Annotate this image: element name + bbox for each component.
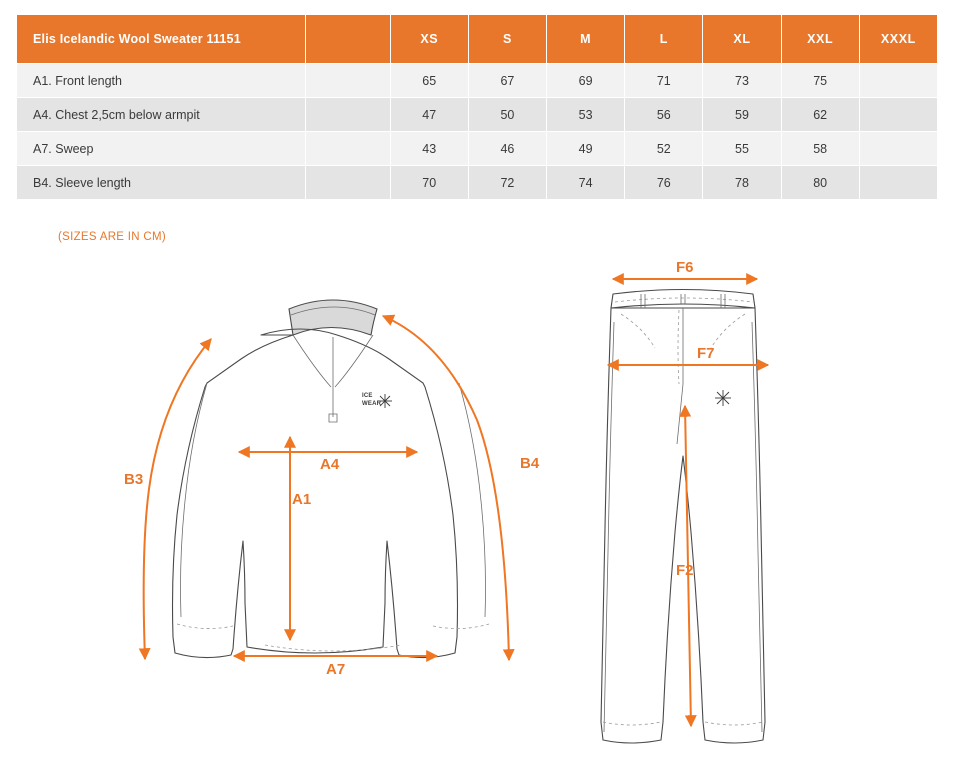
cell-value: 62 [781,98,859,132]
column-header-xxxl: XXXL [859,15,937,64]
size-table-header [17,15,938,64]
cell-value: 56 [625,98,703,132]
brand-logo-line1: ICE [362,393,373,399]
snowflake-icon [378,394,392,408]
table-row [17,132,938,166]
table-row [17,64,938,98]
cell-value: 52 [625,132,703,166]
cell-value: 43 [390,132,468,166]
cell-value: 69 [547,64,625,98]
cell-value: 73 [703,64,781,98]
column-header-l: L [625,15,703,64]
measure-label-f2: F2 [676,562,694,579]
cell-value [859,64,937,98]
cell-value: 71 [625,64,703,98]
spacer-cell [306,64,390,98]
product-title-cell: Elis Icelandic Wool Sweater 11151 [17,15,306,64]
column-header-s: S [468,15,546,64]
cell-value: 70 [390,166,468,200]
measure-label-f6: F6 [676,259,694,276]
cell-value: 67 [468,64,546,98]
snowflake-icon [715,390,731,406]
garment-diagrams [0,252,954,770]
measure-label-a7: A7 [326,661,346,678]
measurement-label: A7. Sweep [17,132,306,166]
table-row [17,98,938,132]
spacer-header-cell [306,15,390,64]
measurement-label: A1. Front length [17,64,306,98]
column-header-xl: XL [703,15,781,64]
measure-label-f7: F7 [697,345,715,362]
measure-label-a4: A4 [320,456,340,473]
cell-value: 65 [390,64,468,98]
size-table [16,14,938,200]
column-header-xs: XS [390,15,468,64]
measurement-label: B4. Sleeve length [17,166,306,200]
size-table-body [17,64,938,200]
cell-value: 46 [468,132,546,166]
cell-value: 76 [625,166,703,200]
column-header-xxl: XXL [781,15,859,64]
cell-value: 55 [703,132,781,166]
measure-label-b4: B4 [520,455,540,472]
column-header-m: M [547,15,625,64]
cell-value [859,132,937,166]
cell-value [859,166,937,200]
cell-value: 78 [703,166,781,200]
brand-logo-line2: WEAR [362,401,382,407]
measure-label-b3: B3 [124,471,144,488]
measurement-label: A4. Chest 2,5cm below armpit [17,98,306,132]
cell-value [859,98,937,132]
cell-value: 53 [547,98,625,132]
cell-value: 49 [547,132,625,166]
spacer-cell [306,98,390,132]
cell-value: 50 [468,98,546,132]
cell-value: 80 [781,166,859,200]
units-note: (SIZES ARE IN CM) [58,231,166,243]
cell-value: 47 [390,98,468,132]
cell-value: 74 [547,166,625,200]
spacer-cell [306,132,390,166]
cell-value: 59 [703,98,781,132]
cell-value: 58 [781,132,859,166]
pants-illustration [601,259,768,743]
cell-value: 72 [468,166,546,200]
measure-label-a1: A1 [292,491,312,508]
size-chart-page [0,14,954,770]
sweater-illustration [124,300,540,678]
table-row [17,166,938,200]
table-header-row [17,15,938,64]
cell-value: 75 [781,64,859,98]
spacer-cell [306,166,390,200]
